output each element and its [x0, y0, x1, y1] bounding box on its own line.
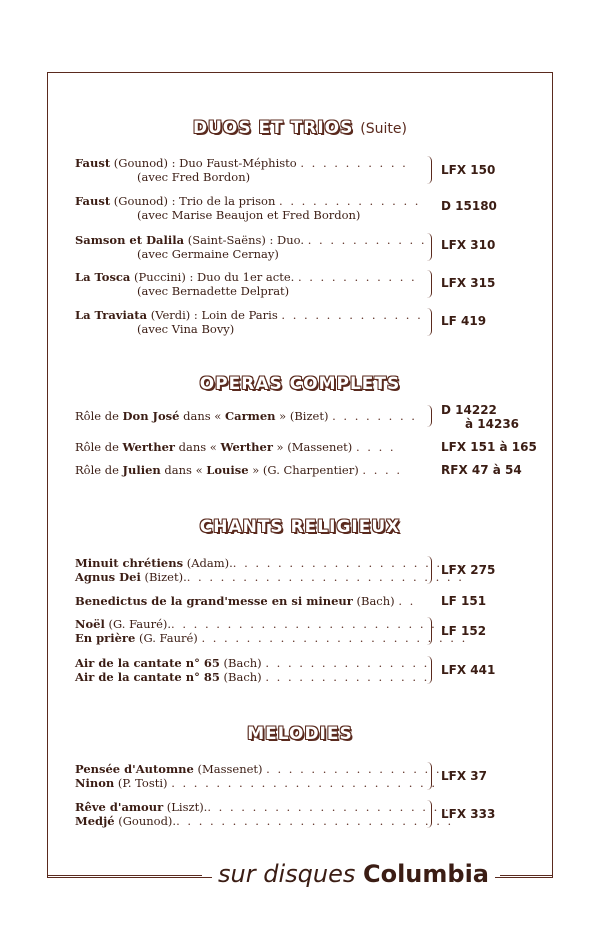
- list-item: Air de la cantate n° 65 (Bach) . . . . . . . . . . . . . . . Air de la cantate n° 85 (Bach) . . . . . . . . . . . . . . . LFX 441: [75, 656, 496, 684]
- section-title-text: DUOS ET TRIOS: [193, 118, 354, 138]
- brace: [427, 270, 432, 298]
- list-item: Noël (G. Fauré).. . . . . . . . . . . . . . . . . . . . . . . . . En prière (G. Fauré) . . . . . . . . . . . . . . . . . . . . . . . . LF 152: [75, 617, 487, 645]
- record-ref: LFX 441: [441, 663, 496, 677]
- record-ref: LFX 151 à 165: [441, 440, 537, 454]
- brace: [427, 233, 432, 261]
- brace: [427, 617, 432, 645]
- section-title-chants: [47, 517, 553, 537]
- record-ref: LFX 315: [441, 276, 496, 290]
- list-item: Rôle de Werther dans « Werther » (Massenet) . . . . LFX 151 à 165: [75, 440, 537, 454]
- footer-rule-right: [500, 875, 553, 876]
- brace: [427, 556, 432, 584]
- record-ref: LF 152: [441, 624, 487, 638]
- brace: [427, 308, 432, 336]
- list-item: Rêve d'amour (Liszt).. . . . . . . . . . . . . . . . . . . . . . Medjé (Gounod).. . . . . . . . . . . . . . . . . . . . . . . . . LFX 333: [75, 800, 496, 828]
- record-ref: LFX 37: [441, 769, 487, 783]
- section-title-melodies: [47, 724, 553, 744]
- brace: [427, 405, 432, 427]
- footer-text: [212, 860, 495, 888]
- record-ref: LFX 333: [441, 807, 496, 821]
- brand-name: Columbia: [362, 860, 489, 888]
- section-title-text: CHANTS RELIGIEUX: [199, 517, 401, 537]
- brace: [427, 800, 432, 828]
- footer-rule-left: [47, 875, 202, 876]
- footer: [0, 858, 602, 892]
- list-item: Faust (Gounod) : Trio de la prison . . . . . . . . . . . . . (avec Marise Beaujon et Fred Bordon) D 15180: [75, 194, 497, 222]
- section-title-operas: [47, 374, 553, 394]
- list-item: Pensée d'Automne (Massenet) . . . . . . . . . . . . . . . . . Ninon (P. Tosti) . . . . . . . . . . . . . . . . . . . . . . . . LFX 37: [75, 762, 487, 790]
- record-ref: LF 419: [441, 314, 487, 328]
- list-item: Samson et Dalila (Saint-Saëns) : Duo. . . . . . . . . . . . (avec Germaine Cernay) LFX 310: [75, 233, 496, 261]
- footer-tagline: sur disques: [218, 860, 363, 888]
- list-item: Minuit chrétiens (Adam).. . . . . . . . . . . . . . . . . . . . . Agnus Dei (Bizet).. . . . . . . . . . . . . . . . . . . . . . . . . LFX 275: [75, 556, 496, 584]
- list-item: La Traviata (Verdi) : Loin de Paris . . . . . . . . . . . . . (avec Vina Bovy) LF 419: [75, 308, 487, 336]
- record-ref: LFX 275: [441, 563, 496, 577]
- record-ref: RFX 47 à 54: [441, 463, 522, 477]
- brace: [427, 762, 432, 790]
- record-ref: LFX 150: [441, 163, 496, 177]
- list-item: Rôle de Julien dans « Louise » (G. Charpentier) . . . . RFX 47 à 54: [75, 463, 522, 477]
- record-ref: D 15180: [441, 199, 497, 213]
- record-ref: D 14222: [441, 403, 497, 417]
- list-item: Benedictus de la grand'messe en si mineur (Bach) . . LF 151: [75, 594, 487, 608]
- brace: [427, 156, 432, 184]
- list-item: La Tosca (Puccini) : Duo du 1er acte. . . . . . . . . . . . (avec Bernadette Delprat) LFX 315: [75, 270, 496, 298]
- section-title-text: OPERAS COMPLETS: [199, 374, 401, 394]
- section-title-suffix: (Suite): [360, 121, 407, 137]
- list-item: Rôle de Don José dans « Carmen » (Bizet) . . . . . . . . D 14222 à 14236: [75, 403, 520, 431]
- list-item: Faust (Gounod) : Duo Faust-Méphisto . . . . . . . . . . (avec Fred Bordon) LFX 150: [75, 156, 496, 184]
- record-ref: LF 151: [441, 594, 487, 608]
- section-title-text: MELODIES: [247, 724, 353, 744]
- brace: [427, 656, 432, 684]
- record-ref-range: à 14236: [465, 417, 520, 431]
- section-title-duos: [47, 118, 553, 138]
- record-ref: LFX 310: [441, 238, 496, 252]
